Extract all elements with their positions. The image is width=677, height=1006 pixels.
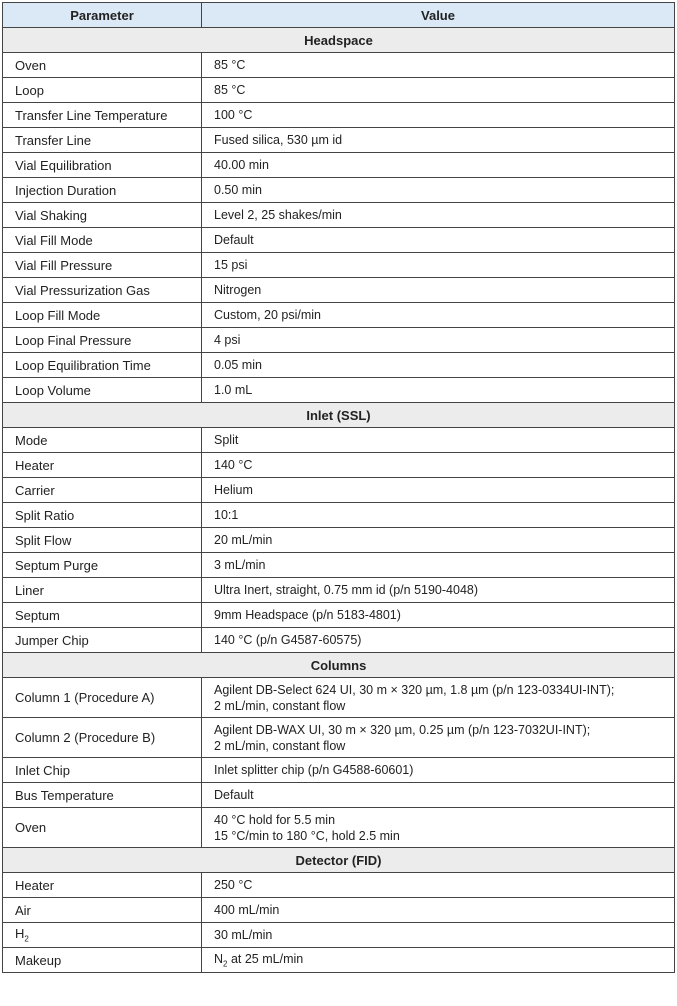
table-body	[3, 28, 675, 973]
value-line	[214, 83, 662, 97]
value-cell	[202, 128, 675, 153]
parameter-label: Vial Equilibration	[15, 157, 112, 173]
value-cell	[202, 353, 675, 378]
header-parameter: Parameter	[3, 3, 202, 28]
value-line	[214, 788, 662, 802]
parameter-cell	[3, 628, 202, 653]
value-line	[214, 133, 662, 147]
parameter-label: Transfer Line Temperature	[15, 107, 168, 123]
parameter-label: Oven	[15, 819, 47, 835]
parameter-label: Column 2 (Procedure B)	[15, 729, 156, 745]
parameter-cell	[3, 378, 202, 403]
value-cell	[202, 153, 675, 178]
table-header-row	[3, 3, 675, 28]
value-line	[214, 208, 662, 222]
value-cell	[202, 578, 675, 603]
value-line	[214, 358, 662, 372]
parameter-label: Makeup	[15, 952, 62, 968]
table-row	[3, 948, 675, 973]
value-cell	[202, 628, 675, 653]
value-text: 400 mL/min	[214, 903, 280, 917]
value-line	[214, 633, 662, 647]
value-text: 85 °C	[214, 83, 246, 97]
parameter-label: Vial Pressurization Gas	[15, 282, 150, 298]
value-cell	[202, 873, 675, 898]
value-text: Inlet splitter chip (p/n G4588-60601)	[214, 763, 414, 777]
value-line	[214, 58, 662, 72]
value-cell	[202, 948, 675, 973]
table-row	[3, 253, 675, 278]
parameter-cell	[3, 128, 202, 153]
value-line	[214, 928, 662, 942]
value-line	[214, 158, 662, 172]
table-row	[3, 203, 675, 228]
parameter-cell	[3, 253, 202, 278]
value-line	[214, 763, 662, 777]
value-line	[214, 828, 662, 844]
section-header-row	[3, 403, 675, 428]
value-cell	[202, 278, 675, 303]
value-text: Ultra Inert, straight, 0.75 mm id (p/n 5190-4048)	[214, 583, 479, 597]
parameter-cell	[3, 328, 202, 353]
parameter-label: Split Ratio	[15, 507, 75, 523]
value-text: 85 °C	[214, 58, 246, 72]
parameter-label: Septum Purge	[15, 557, 99, 573]
table-row	[3, 808, 675, 848]
value-line	[214, 383, 662, 397]
table-row	[3, 328, 675, 353]
value-text: Split	[214, 433, 239, 447]
value-text-tail: at 25 mL/min	[227, 951, 304, 966]
parameter-cell	[3, 783, 202, 808]
parameter-label: Inlet Chip	[15, 762, 70, 778]
table-row	[3, 503, 675, 528]
table-row	[3, 353, 675, 378]
table-row	[3, 718, 675, 758]
value-line	[214, 952, 662, 969]
value-cell	[202, 758, 675, 783]
value-text: 3 mL/min	[214, 558, 266, 572]
parameter-cell	[3, 718, 202, 758]
value-text: 100 °C	[214, 108, 253, 122]
section-title: Detector (FID)	[3, 848, 675, 873]
table-row	[3, 53, 675, 78]
value-text: 40.00 min	[214, 158, 269, 172]
parameter-cell	[3, 203, 202, 228]
section-header-row	[3, 28, 675, 53]
value-cell	[202, 528, 675, 553]
value-text: 0.50 min	[214, 183, 262, 197]
value-line	[214, 558, 662, 572]
section-header-row	[3, 653, 675, 678]
parameter-cell	[3, 528, 202, 553]
value-text: 1.0 mL	[214, 383, 253, 397]
value-cell	[202, 503, 675, 528]
parameter-cell	[3, 758, 202, 783]
value-cell	[202, 178, 675, 203]
value-line	[214, 812, 662, 828]
value-line	[214, 698, 662, 714]
parameter-cell	[3, 228, 202, 253]
value-cell	[202, 328, 675, 353]
value-cell	[202, 103, 675, 128]
table-row	[3, 923, 675, 948]
value-cell	[202, 808, 675, 848]
value-cell	[202, 898, 675, 923]
parameter-table	[2, 2, 675, 973]
parameter-cell	[3, 948, 202, 973]
value-text: Helium	[214, 483, 253, 497]
parameter-cell	[3, 808, 202, 848]
parameter-label: Jumper Chip	[15, 632, 89, 648]
parameter-cell	[3, 53, 202, 78]
table-row	[3, 578, 675, 603]
parameter-cell	[3, 353, 202, 378]
parameter-cell	[3, 303, 202, 328]
table-row	[3, 603, 675, 628]
value-cell	[202, 378, 675, 403]
parameter-cell	[3, 578, 202, 603]
parameter-label: Split Flow	[15, 532, 72, 548]
value-line	[214, 722, 662, 738]
value-line	[214, 483, 662, 497]
parameter-label: Bus Temperature	[15, 787, 114, 803]
parameter-cell	[3, 178, 202, 203]
value-cell	[202, 428, 675, 453]
value-text: N	[214, 951, 224, 966]
parameter-label: Injection Duration	[15, 182, 117, 198]
parameter-label: Air	[15, 902, 31, 918]
value-text: 15 psi	[214, 258, 248, 272]
table-row	[3, 428, 675, 453]
value-cell	[202, 253, 675, 278]
value-text: Agilent DB-WAX UI, 30 m × 320 µm, 0.25 µm (p/n 123-7032UI-INT);	[214, 722, 591, 737]
parameter-cell	[3, 873, 202, 898]
table-row	[3, 528, 675, 553]
parameter-label: H	[15, 926, 25, 942]
parameter-cell	[3, 603, 202, 628]
parameter-label: Vial Fill Mode	[15, 232, 93, 248]
value-line	[214, 433, 662, 447]
parameter-cell	[3, 898, 202, 923]
value-cell	[202, 53, 675, 78]
parameter-label: Transfer Line	[15, 132, 92, 148]
value-text: 4 psi	[214, 333, 241, 347]
value-cell	[202, 478, 675, 503]
table-row	[3, 478, 675, 503]
table-row	[3, 103, 675, 128]
value-cell	[202, 783, 675, 808]
parameter-label: Mode	[15, 432, 48, 448]
parameter-table-container	[2, 2, 675, 973]
parameter-label: Vial Shaking	[15, 207, 88, 223]
value-text: Level 2, 25 shakes/min	[214, 208, 342, 222]
value-cell	[202, 678, 675, 718]
section-title: Columns	[3, 653, 675, 678]
value-cell	[202, 303, 675, 328]
parameter-cell	[3, 428, 202, 453]
parameter-subscript: 2	[24, 934, 29, 944]
value-cell	[202, 453, 675, 478]
value-text: Fused silica, 530 µm id	[214, 133, 343, 147]
value-line	[214, 458, 662, 472]
value-text: 40 °C hold for 5.5 min	[214, 812, 336, 827]
table-row	[3, 453, 675, 478]
table-row	[3, 758, 675, 783]
value-line	[214, 333, 662, 347]
value-text: 140 °C	[214, 458, 253, 472]
parameter-cell	[3, 503, 202, 528]
table-row	[3, 898, 675, 923]
value-line	[214, 183, 662, 197]
value-line	[214, 682, 662, 698]
value-line	[214, 878, 662, 892]
section-header-row	[3, 848, 675, 873]
value-line	[214, 108, 662, 122]
value-text: Default	[214, 788, 254, 802]
value-text: 9mm Headspace (p/n 5183-4801)	[214, 608, 401, 622]
value-line	[214, 583, 662, 597]
value-text: 20 mL/min	[214, 533, 273, 547]
table-row	[3, 278, 675, 303]
value-line	[214, 283, 662, 297]
parameter-label: Loop Equilibration Time	[15, 357, 151, 373]
value-text: 15 °C/min to 180 °C, hold 2.5 min	[214, 828, 400, 843]
parameter-label: Loop Final Pressure	[15, 332, 132, 348]
parameter-cell	[3, 478, 202, 503]
value-text: Default	[214, 233, 254, 247]
value-text: 30 mL/min	[214, 928, 273, 942]
parameter-label: Heater	[15, 457, 55, 473]
parameter-cell	[3, 678, 202, 718]
table-row	[3, 128, 675, 153]
value-line	[214, 608, 662, 622]
value-text: 2 mL/min, constant flow	[214, 738, 346, 753]
parameter-label: Column 1 (Procedure A)	[15, 689, 155, 705]
table-row	[3, 378, 675, 403]
value-line	[214, 233, 662, 247]
value-cell	[202, 78, 675, 103]
table-row	[3, 678, 675, 718]
parameter-cell	[3, 453, 202, 478]
table-row	[3, 303, 675, 328]
value-text: 250 °C	[214, 878, 253, 892]
table-row	[3, 228, 675, 253]
value-cell	[202, 203, 675, 228]
section-title: Headspace	[3, 28, 675, 53]
value-text: 0.05 min	[214, 358, 262, 372]
parameter-cell	[3, 78, 202, 103]
value-cell	[202, 923, 675, 948]
value-cell	[202, 553, 675, 578]
value-text: 140 °C (p/n G4587-60575)	[214, 633, 362, 647]
parameter-cell	[3, 553, 202, 578]
parameter-label: Carrier	[15, 482, 55, 498]
value-text: 10:1	[214, 508, 239, 522]
value-line	[214, 308, 662, 322]
parameter-label: Heater	[15, 877, 55, 893]
value-line	[214, 533, 662, 547]
parameter-label: Loop Fill Mode	[15, 307, 101, 323]
value-line	[214, 903, 662, 917]
table-row	[3, 78, 675, 103]
value-text: 2 mL/min, constant flow	[214, 698, 346, 713]
value-line	[214, 258, 662, 272]
table-row	[3, 178, 675, 203]
parameter-label: Loop	[15, 82, 44, 98]
table-row	[3, 783, 675, 808]
value-line	[214, 738, 662, 754]
value-text: Agilent DB-Select 624 UI, 30 m × 320 µm, 1.8 µm (p/n 123-0334UI-INT);	[214, 682, 615, 697]
parameter-label: Oven	[15, 57, 47, 73]
value-cell	[202, 718, 675, 758]
parameter-cell	[3, 278, 202, 303]
table-row	[3, 628, 675, 653]
value-text: Custom, 20 psi/min	[214, 308, 321, 322]
table-row	[3, 873, 675, 898]
table-row	[3, 153, 675, 178]
value-cell	[202, 603, 675, 628]
parameter-label: Vial Fill Pressure	[15, 257, 113, 273]
value-line	[214, 508, 662, 522]
parameter-cell	[3, 153, 202, 178]
parameter-label: Septum	[15, 607, 60, 623]
value-text: Nitrogen	[214, 283, 262, 297]
header-value: Value	[202, 3, 675, 28]
parameter-label: Loop Volume	[15, 382, 91, 398]
parameter-label: Liner	[15, 582, 44, 598]
parameter-cell	[3, 923, 202, 948]
value-cell	[202, 228, 675, 253]
section-title: Inlet (SSL)	[3, 403, 675, 428]
value-subscript: 2	[223, 959, 228, 969]
parameter-cell	[3, 103, 202, 128]
table-row	[3, 553, 675, 578]
